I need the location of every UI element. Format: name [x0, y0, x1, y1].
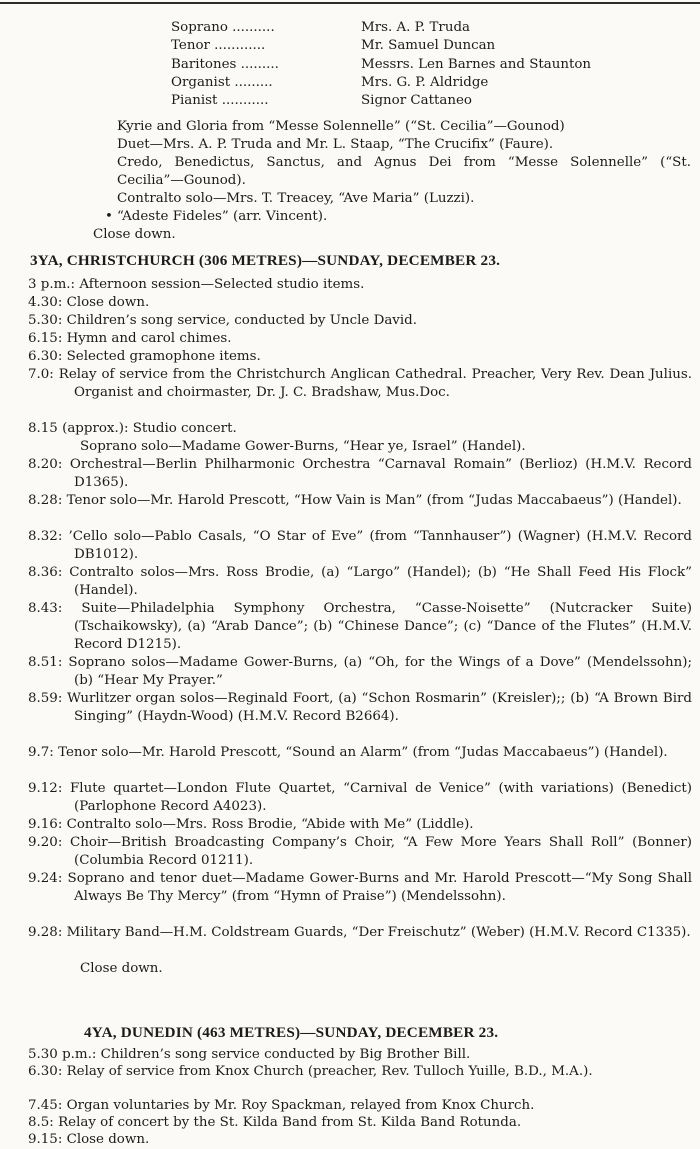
schedule-text: Tenor solo—Mr. Harold Prescott, “Sound an Alarm” (from “Judas Maccabaeus”) (Handel). [58, 745, 668, 760]
program-list [93, 118, 691, 244]
schedule-text: Soprano solo—Madame Gower-Burns, “Hear ye, Israel” (Handel). [80, 439, 526, 454]
schedule-time: 6.15: [28, 331, 63, 346]
schedule-item [28, 294, 692, 312]
schedule-item [28, 600, 692, 654]
cast-role: Organist ......... [171, 74, 273, 90]
schedule-item [28, 654, 692, 690]
cast-row [171, 37, 591, 55]
schedule-time: 9.24: [28, 871, 63, 886]
schedule-text: ’Cello solo—Pablo Casals, “O Star of Eve” (from “Tannhauser”) (Wagner) (H.M.V. Record DB1012). [68, 529, 692, 562]
program-item: Close down. [93, 227, 176, 242]
schedule-text: Selected gramophone items. [66, 349, 261, 364]
schedule-time: 8.20: [28, 457, 63, 472]
schedule-time: 9.15: [28, 1132, 63, 1147]
schedule-item [28, 816, 692, 834]
cast-name: Mrs. G. P. Aldridge [361, 74, 489, 90]
schedule-text: Orchestral—Berlin Philharmonic Orchestra “Carnaval Romain” (Berlioz) (H.M.V. Record D1365). [69, 457, 692, 490]
schedule-text: Soprano and tenor duet—Madame Gower-Burns and Mr. Harold Prescott—“My Song Shall Always Be Thy Mercy” (from “Hymn of Praise”) (Mendelssohn). [67, 871, 692, 904]
cast-name: Mr. Samuel Duncan [361, 38, 496, 54]
schedule-text: Contralto solos—Mrs. Ross Brodie, (a) “Largo” (Handel); (b) “He Shall Feed His Flock” (Handel). [69, 565, 692, 598]
schedule-text: Choir—British Broadcasting Company’s Choir, “A Few More Years Shall Roll” (Bonner) (Columbia Record 01211). [69, 835, 692, 868]
schedule-item [28, 276, 692, 294]
schedule-time: 6.30: [28, 1064, 63, 1079]
cast-name: Messrs. Len Barnes and Staunton [361, 56, 592, 72]
schedule-text: Children’s song service, conducted by Uncle David. [66, 313, 417, 328]
schedule-time: 9.16: [28, 817, 63, 832]
schedule-time: 8.59: [28, 691, 63, 706]
schedule-text: Military Band—H.M. Coldstream Guards, “Der Freischutz” (Weber) (H.M.V. Record C1335). [66, 925, 691, 940]
schedule-text: Organ voluntaries by Mr. Roy Spackman, relayed from Knox Church. [66, 1098, 535, 1113]
schedule-item [28, 492, 692, 528]
schedule-text: Relay of concert by the St. Kilda Band from St. Kilda Band Rotunda. [58, 1115, 522, 1130]
schedule-item [28, 690, 692, 744]
schedule-item [28, 924, 692, 960]
cast-row [171, 19, 591, 37]
program-item: Duet—Mrs. A. P. Truda and Mr. L. Staap, “The Crucifix” (Faure). [117, 137, 554, 152]
section-heading: 4YA, DUNEDIN (463 METRES)—SUNDAY, DECEMBER 23. [84, 1024, 499, 1041]
cast-name: Signor Cattaneo [361, 93, 472, 109]
schedule-item [28, 420, 692, 438]
schedule-time: 7.45: [28, 1098, 63, 1113]
schedule-time: 5.30: [28, 313, 63, 328]
schedule-time: 8.28: [28, 493, 63, 508]
cast-row [171, 74, 591, 92]
schedule-text: Soprano solos—Madame Gower-Burns, (a) “Oh, for the Wings of a Dove” (Mendelssohn); (b) “Hear My Prayer.” [68, 655, 692, 688]
schedule-item [28, 834, 692, 870]
schedule-item [28, 366, 692, 420]
schedule-item [28, 564, 692, 600]
schedule-text: Children’s song service conducted by Big Brother Bill. [100, 1047, 471, 1062]
schedule-item [28, 528, 692, 564]
schedule-item [28, 1046, 692, 1063]
schedule-text: Tenor solo—Mr. Harold Prescott, “How Vain is Man” (from “Judas Maccabaeus”) (Handel). [66, 493, 682, 508]
cast-role: Soprano .......... [171, 20, 275, 35]
schedule-text: Afternoon session—Selected studio items. [79, 277, 365, 292]
schedule-time: 9.7: [28, 745, 54, 760]
cast-role: Tenor ............ [171, 38, 266, 54]
schedule-item [28, 780, 692, 816]
schedule-item [28, 960, 692, 978]
schedule-time: 9.20: [28, 835, 63, 850]
program-item: Kyrie and Gloria from “Messe Solennelle” (“St. Cecilia”—Gounod) [117, 119, 565, 134]
cast-row [171, 92, 591, 110]
schedule-time: 7.0: [28, 367, 54, 382]
schedule-item [28, 438, 692, 456]
program-item: Credo, Benedictus, Sanctus, and Agnus Dei from “Messe Solennelle” (“St. Cecilia”—Gounod). [117, 155, 691, 188]
bullet-icon: • [105, 209, 113, 224]
schedule-text: Contralto solo—Mrs. Ross Brodie, “Abide with Me” (Liddle). [66, 817, 474, 832]
schedule-item [28, 456, 692, 492]
schedule-item [28, 1114, 692, 1131]
schedule-time: 8.5: [28, 1115, 54, 1130]
schedule-item [28, 1097, 692, 1114]
schedule-time: 8.32: [28, 529, 63, 544]
schedule-item [28, 1131, 692, 1148]
cast-row [171, 56, 591, 74]
cast-list [171, 19, 591, 110]
schedule-text: (approx.): Studio concert. [62, 421, 237, 436]
schedule-time: 8.36: [28, 565, 63, 580]
schedule-item [28, 312, 692, 330]
cast-role: Baritones ......... [171, 56, 279, 72]
cast-role: Pianist ........... [171, 93, 269, 109]
schedule-text: Relay of service from the Christchurch Anglican Cathedral. Preacher, Very Rev. Dean Julius. Organist and choirmaster, Dr. J. C. Bradshaw, Mus.Doc. [58, 367, 693, 400]
schedule-text: Close down. [66, 1132, 150, 1147]
schedule-text: Relay of service from Knox Church (preacher, Rev. Tulloch Yuille, B.D., M.A.). [66, 1064, 593, 1079]
schedule-text: Wurlitzer organ solos—Reginald Foort, (a) “Schon Rosmarin” (Kreisler);; (b) “A Brown Bird Singing” (Haydn-Wood) (H.M.V. Record B2664). [67, 691, 692, 724]
schedule-item [28, 870, 692, 924]
schedule-time: 5.30 p.m.: [28, 1047, 97, 1062]
top-rule [0, 2, 700, 4]
program-item-text: “Adeste Fideles” (arr. Vincent). [117, 209, 328, 224]
schedule-text: Flute quartet—London Flute Quartet, “Carnival de Venice” (with variations) (Benedict) (Parlophone Record A4023). [70, 781, 692, 814]
schedule-text: Close down. [80, 961, 163, 976]
cast-name: Mrs. A. P. Truda [361, 20, 470, 35]
program-item: Contralto solo—Mrs. T. Treacey, “Ave Maria” (Luzzi). [117, 191, 475, 206]
schedule-time: 4.30: [28, 295, 63, 310]
schedule-time: 6.30: [28, 349, 63, 364]
schedule-item [28, 348, 692, 366]
schedule-time: 9.12: [28, 781, 63, 796]
schedule-item [28, 1063, 692, 1097]
schedule-item [28, 744, 692, 780]
schedule-time: 9.28: [28, 925, 63, 940]
section-heading: 3YA, CHRISTCHURCH (306 METRES)—SUNDAY, DECEMBER 23. [30, 252, 501, 269]
schedule-time: 3 p.m.: [28, 277, 76, 292]
schedule-time: 8.43: [28, 601, 63, 616]
schedule-text: Suite—Philadelphia Symphony Orchestra, “Casse-Noisette” (Nutcracker Suite) (Tschaikowsky), (a) “Arab Dance”; (b) “Chinese Dance”; (c) “Dance of the Flutes” (H.M.V. Record D1215). [74, 601, 692, 652]
schedule-time: 8.15 [28, 421, 58, 436]
schedule-text: Hymn and carol chimes. [66, 331, 232, 346]
schedule-text: Close down. [66, 295, 150, 310]
schedule-time: 8.51: [28, 655, 63, 670]
schedule-list [28, 1046, 692, 1148]
schedule-list [28, 276, 692, 978]
schedule-item [28, 330, 692, 348]
program-item [105, 208, 691, 226]
